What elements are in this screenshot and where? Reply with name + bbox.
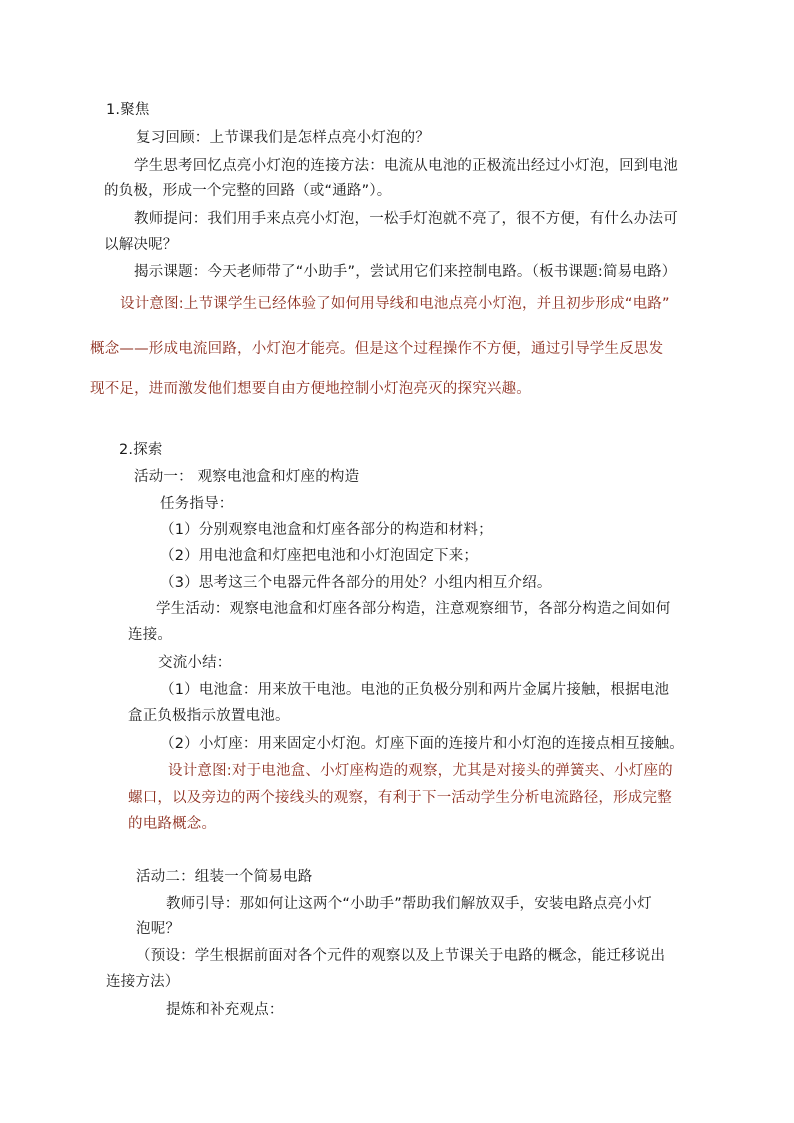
- review-question: 复习回顾：上节课我们是怎样点亮小灯泡的？: [136, 130, 430, 146]
- design-intent1-line3: 现不足，进而激发他们想要自由方便地控制小灯泡亮灭的探究兴趣。: [90, 381, 531, 397]
- teacher-ask-line1: 教师提问：我们用手来点亮小灯泡，一松手灯泡就不亮了，很不方便，有什么办法可: [134, 211, 678, 227]
- reveal-topic: 揭示课题：今天老师带了“小助手”，尝试用它们来控制电路。（板书课题:简易电路）: [134, 264, 677, 280]
- student-think-line2: 的负极，形成一个完整的回路（或“通路”）。: [104, 183, 392, 199]
- design-intent1-line2: 概念——形成电流回路，小灯泡才能亮。但是这个过程操作不方便，通过引导学生反思发: [90, 341, 664, 357]
- task-item-1: （1）分别观察电池盒和灯座各部分的构造和材料；: [160, 522, 493, 538]
- teacher-ask-line2: 以解决呢？: [104, 237, 178, 253]
- task-item-3: （3）思考这三个电器元件各部分的用处？小组内相互介绍。: [160, 575, 552, 591]
- task-guide-title: 任务指导：: [160, 496, 234, 512]
- summary-item1-line1: （1）电池盒：用来放干电池。电池的正负极分别和两片金属片接触，根据电池: [160, 682, 670, 698]
- student-activity-line1: 学生活动：观察电池盒和灯座各部分构造，注意观察细节，各部分构造之间如何: [156, 601, 671, 617]
- section1-heading: 1.聚焦: [106, 102, 150, 118]
- teacher-guide-line1: 教师引导：那如何让这两个“小助手”帮助我们解放双手，安装电路点亮小灯: [166, 896, 652, 912]
- design-intent2-line3: 的电路概念。: [128, 816, 217, 832]
- refine-points: 提炼和补充观点：: [166, 1002, 284, 1018]
- task-item-2: （2）用电池盒和灯座把电池和小灯泡固定下来；: [160, 548, 479, 564]
- activity1-title: 活动一： 观察电池盒和灯座的构造: [134, 469, 360, 485]
- student-think-line1: 学生思考回忆点亮小灯泡的连接方法：电流从电池的正极流出经过小灯泡，回到电池: [134, 158, 678, 174]
- summary-item2: （2）小灯座：用来固定小灯泡。灯座下面的连接片和小灯泡的连接点相互接触。: [160, 736, 684, 752]
- design-intent1-line1: 设计意图:上节课学生已经体验了如何用导线和电池点亮小灯泡，并且初步形成“电路”: [120, 296, 670, 312]
- teacher-guide-line2: 泡呢？: [136, 921, 181, 937]
- preset-line1: （预设：学生根据前面对各个元件的观察以及上节课关于电路的概念，能迁移说出: [136, 948, 666, 964]
- section2-heading: 2.探索: [119, 442, 163, 458]
- activity2-title: 活动二：组装一个简易电路: [136, 869, 313, 885]
- summary-item1-line2: 盒正负极指示放置电池。: [128, 708, 290, 724]
- design-intent2-line1: 设计意图:对于电池盒、小灯座构造的观察，尤其是对接头的弹簧夹、小灯座的: [168, 763, 673, 779]
- summary-title: 交流小结：: [158, 655, 232, 671]
- student-activity-line2: 连接。: [128, 627, 173, 643]
- design-intent2-line2: 螺口，以及旁边的两个接线头的观察，有利于下一活动学生分析电流路径，形成完整: [128, 790, 672, 806]
- preset-line2: 连接方法）: [106, 974, 180, 990]
